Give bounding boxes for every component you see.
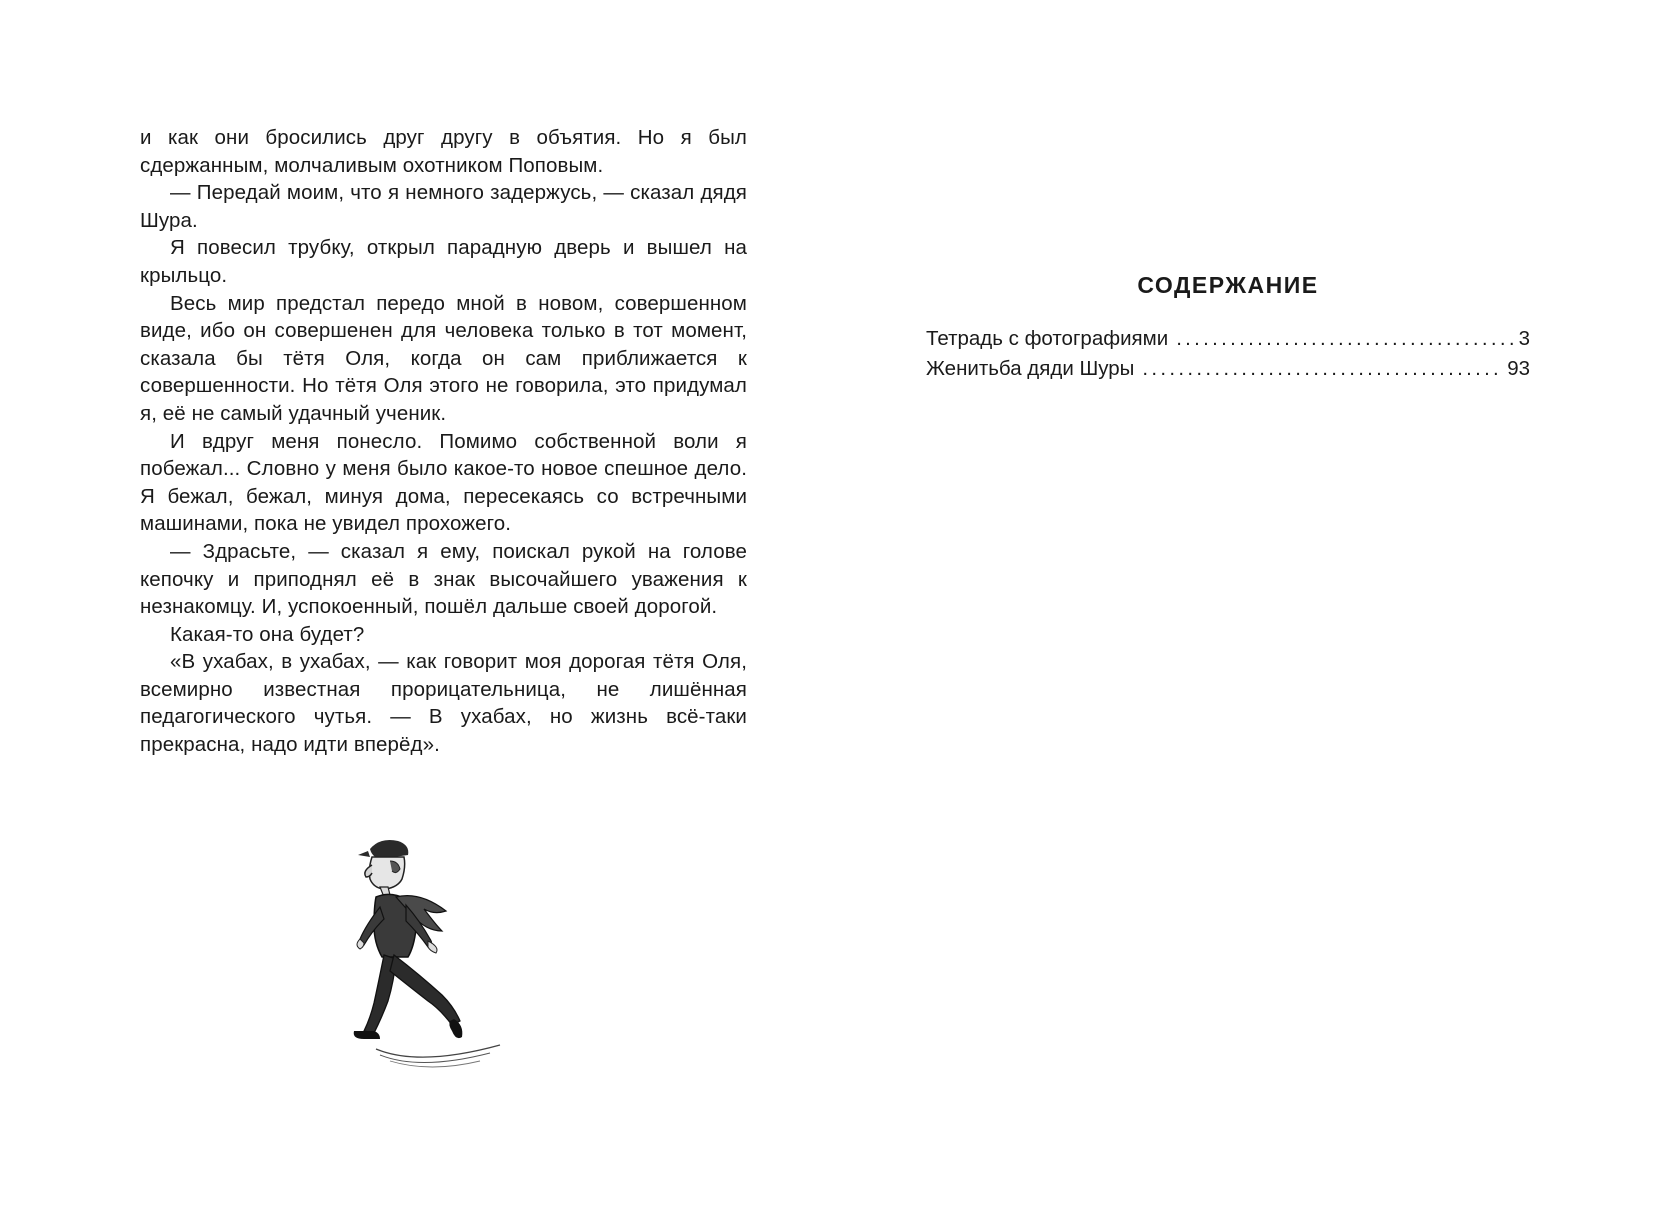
toc-leader-dots [1176,324,1514,354]
toc-entry-title: Тетрадь с фотографиями [926,327,1169,350]
paragraph-7: Какая-то она будет? [170,622,365,646]
paragraph-1: и как они бросились друг другу в объятия. Но я был сдержанным, молчаливым охотником Поповым. [140,126,747,177]
toc-leader-dots [1142,354,1503,384]
paragraph-2: — Передай моим, что я немного задержусь, — сказал дядя Шура. [140,181,747,232]
toc-list [926,324,1530,384]
toc-entry-1[interactable] [926,324,1530,354]
paragraph-3: Я повесил трубку, открыл парадную дверь и вышел на крыльцо. [140,236,747,287]
walking-boy-illustration [350,835,540,1075]
toc-entry-title: Женитьба дяди Шуры [926,357,1135,380]
toc-title: СОДЕРЖАНИЕ [1137,272,1319,298]
toc-entry-page: 93 [1507,357,1530,380]
paragraph-6: — Здрасьте, — сказал я ему, поискал рукой на голове кепочку и приподнял её в знак высочайшего уважения к незнакомцу. И, успокоенный, пошёл дальше своей дорогой. [140,539,747,619]
table-of-contents [926,270,1530,384]
toc-entry-page: 3 [1518,327,1530,350]
paragraph-5: И вдруг меня понесло. Помимо собственной воли я побежал... Словно у меня было какое-то новое спешное дело. Я бежал, бежал, минуя дома, пересекаясь со встречными машинами, пока не увидел прохожего. [140,429,747,536]
paragraph-4: Весь мир предстал передо мной в новом, совершенном виде, ибо он совершенен для человека только в тот момент, сказала бы тётя Оля, когда он сам приближается к совершенности. Но тётя Оля этого не говорила, это придумал я, её не самый удачный ученик. [140,291,747,425]
left-page-text [140,124,747,759]
toc-entry-2[interactable] [926,354,1530,384]
paragraph-8: «В ухабах, в ухабах, — как говорит моя дорогая тётя Оля, всемирно известная прорицательница, не лишённая педагогического чутья. — В ухабах, но жизнь всё-таки прекрасна, надо идти вперёд». [140,650,747,757]
